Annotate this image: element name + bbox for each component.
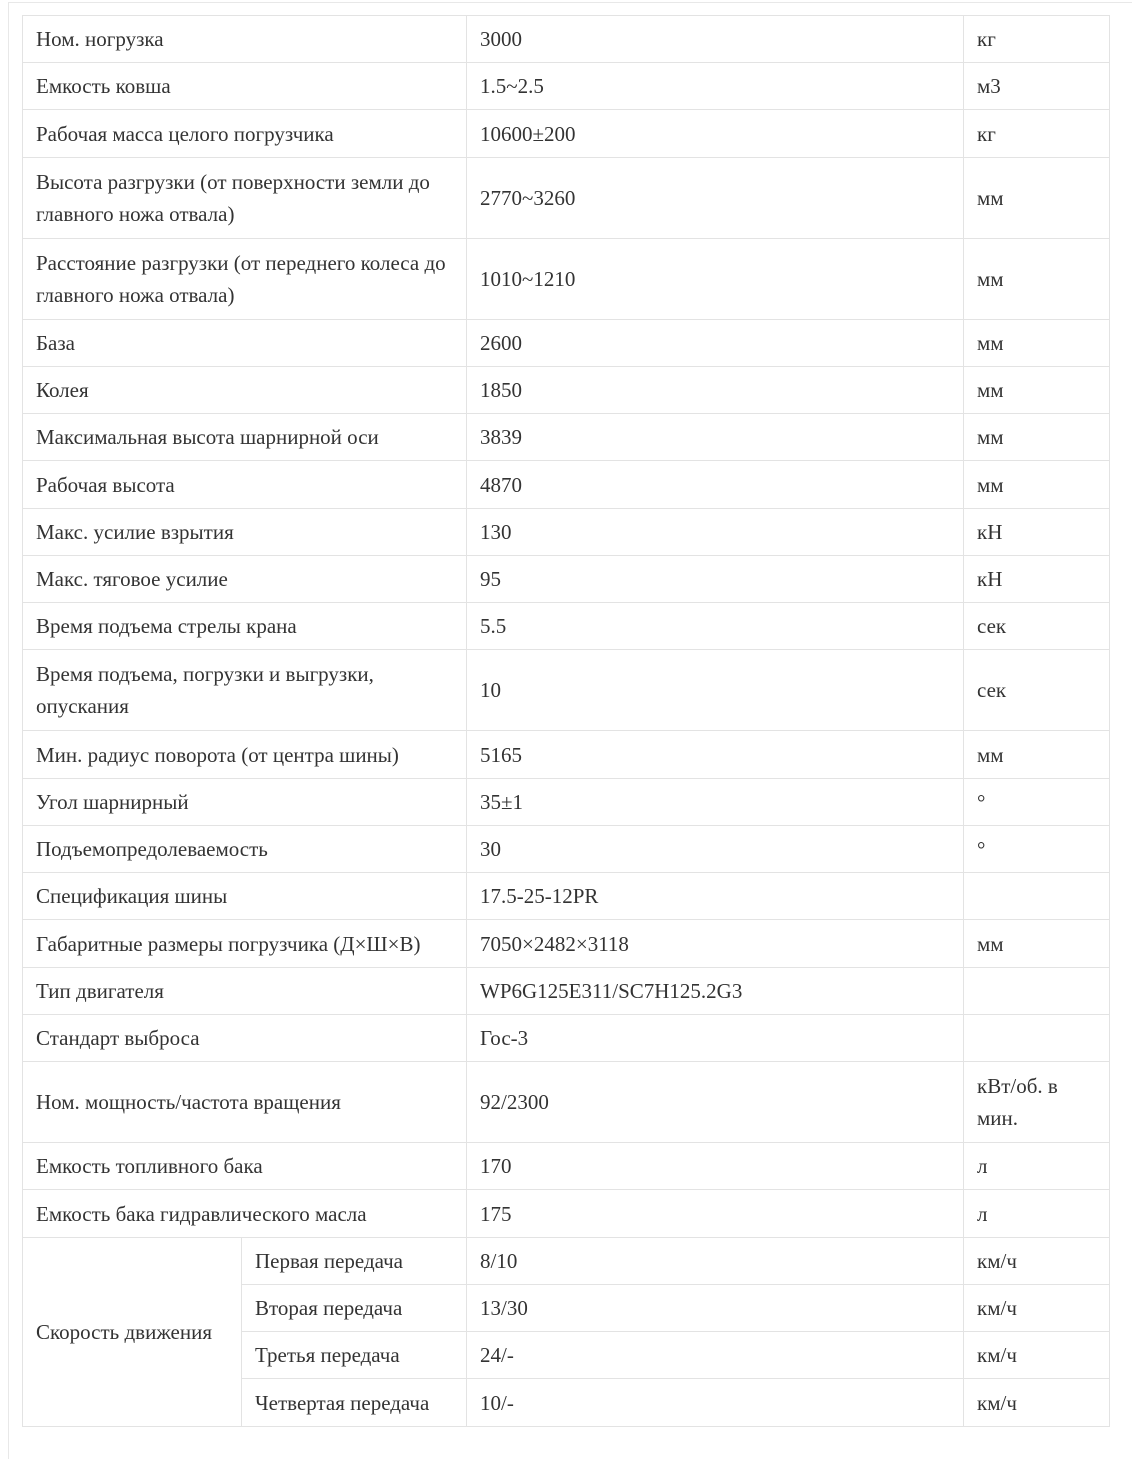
- value-cell: 1010~1210: [467, 239, 964, 320]
- param-cell: Тип двигателя: [23, 968, 467, 1015]
- unit-cell: кг: [964, 110, 1110, 158]
- table-row: [23, 63, 1110, 110]
- unit-cell: °: [964, 779, 1110, 826]
- param-cell: Рабочая масса целого погрузчика: [23, 110, 467, 158]
- param-cell: Время подъема, погрузки и выгрузки, опускания: [23, 650, 467, 731]
- spec-table: [22, 15, 1110, 1427]
- value-cell: 13/30: [467, 1285, 964, 1332]
- unit-cell: мм: [964, 158, 1110, 239]
- param-cell: Рабочая высота: [23, 461, 467, 509]
- param-cell: Угол шарнирный: [23, 779, 467, 826]
- unit-cell: м3: [964, 63, 1110, 110]
- value-cell: 10/-: [467, 1379, 964, 1427]
- value-cell: 2600: [467, 320, 964, 367]
- gear-name-cell: Первая передача: [242, 1238, 467, 1285]
- table-row: [23, 920, 1110, 968]
- table-row: [23, 1143, 1110, 1190]
- param-cell: Мин. радиус поворота (от центра шины): [23, 731, 467, 779]
- table-row: [23, 414, 1110, 461]
- param-cell: Стандарт выброса: [23, 1015, 467, 1062]
- value-cell: 95: [467, 556, 964, 603]
- unit-cell: мм: [964, 320, 1110, 367]
- gear-name-cell: Вторая передача: [242, 1285, 467, 1332]
- table-row: [23, 603, 1110, 650]
- unit-cell: [964, 1015, 1110, 1062]
- value-cell: 30: [467, 826, 964, 873]
- param-cell: Габаритные размеры погрузчика (Д×Ш×В): [23, 920, 467, 968]
- unit-cell: мм: [964, 239, 1110, 320]
- param-cell: Высота разгрузки (от поверхности земли до главного ножа отвала): [23, 158, 467, 239]
- table-row: [23, 461, 1110, 509]
- unit-cell: км/ч: [964, 1379, 1110, 1427]
- value-cell: 8/10: [467, 1238, 964, 1285]
- unit-cell: мм: [964, 920, 1110, 968]
- table-row: [23, 873, 1110, 920]
- gear-name-cell: Третья передача: [242, 1332, 467, 1379]
- unit-cell: л: [964, 1143, 1110, 1190]
- table-row: [23, 1190, 1110, 1238]
- value-cell: 5165: [467, 731, 964, 779]
- value-cell: 2770~3260: [467, 158, 964, 239]
- table-row: [23, 367, 1110, 414]
- param-cell: Расстояние разгрузки (от переднего колеса до главного ножа отвала): [23, 239, 467, 320]
- unit-cell: км/ч: [964, 1332, 1110, 1379]
- value-cell: 170: [467, 1143, 964, 1190]
- table-row: [23, 110, 1110, 158]
- value-cell: 10: [467, 650, 964, 731]
- table-row: [23, 1015, 1110, 1062]
- table-row: [23, 239, 1110, 320]
- value-cell: 5.5: [467, 603, 964, 650]
- unit-cell: кН: [964, 509, 1110, 556]
- param-cell: Время подъема стрелы крана: [23, 603, 467, 650]
- param-cell: Колея: [23, 367, 467, 414]
- speed-label-cell: Скорость движения: [23, 1238, 242, 1427]
- unit-cell: кВт/об. в мин.: [964, 1062, 1110, 1143]
- value-cell: WP6G125E311/SC7H125.2G3: [467, 968, 964, 1015]
- param-cell: Емкость топливного бака: [23, 1143, 467, 1190]
- table-row: [23, 16, 1110, 63]
- param-cell: Емкость бака гидравлического масла: [23, 1190, 467, 1238]
- table-row: [23, 1062, 1110, 1143]
- table-row: [23, 731, 1110, 779]
- param-cell: Макс. усилие взрытия: [23, 509, 467, 556]
- gear-name-cell: Четвертая передача: [242, 1379, 467, 1427]
- unit-cell: км/ч: [964, 1285, 1110, 1332]
- param-cell: База: [23, 320, 467, 367]
- table-row: [23, 320, 1110, 367]
- unit-cell: [964, 873, 1110, 920]
- unit-cell: мм: [964, 367, 1110, 414]
- table-row: [23, 556, 1110, 603]
- param-cell: Ном. ногрузка: [23, 16, 467, 63]
- unit-cell: сек: [964, 650, 1110, 731]
- table-row: [23, 509, 1110, 556]
- unit-cell: мм: [964, 731, 1110, 779]
- value-cell: 10600±200: [467, 110, 964, 158]
- value-cell: 1.5~2.5: [467, 63, 964, 110]
- unit-cell: кг: [964, 16, 1110, 63]
- value-cell: 3839: [467, 414, 964, 461]
- unit-cell: [964, 968, 1110, 1015]
- table-row: [23, 779, 1110, 826]
- unit-cell: кН: [964, 556, 1110, 603]
- value-cell: 35±1: [467, 779, 964, 826]
- value-cell: 1850: [467, 367, 964, 414]
- value-cell: Гос-3: [467, 1015, 964, 1062]
- param-cell: Подъемопредолеваемость: [23, 826, 467, 873]
- unit-cell: мм: [964, 461, 1110, 509]
- table-row: [23, 650, 1110, 731]
- value-cell: 175: [467, 1190, 964, 1238]
- table-row: [23, 826, 1110, 873]
- unit-cell: сек: [964, 603, 1110, 650]
- value-cell: 7050×2482×3118: [467, 920, 964, 968]
- unit-cell: л: [964, 1190, 1110, 1238]
- param-cell: Макс. тяговое усилие: [23, 556, 467, 603]
- param-cell: Емкость ковша: [23, 63, 467, 110]
- param-cell: Максимальная высота шарнирной оси: [23, 414, 467, 461]
- table-row: [23, 968, 1110, 1015]
- value-cell: 4870: [467, 461, 964, 509]
- param-cell: Спецификация шины: [23, 873, 467, 920]
- param-cell: Ном. мощность/частота вращения: [23, 1062, 467, 1143]
- value-cell: 3000: [467, 16, 964, 63]
- unit-cell: мм: [964, 414, 1110, 461]
- value-cell: 130: [467, 509, 964, 556]
- table-row: [23, 158, 1110, 239]
- unit-cell: км/ч: [964, 1238, 1110, 1285]
- value-cell: 92/2300: [467, 1062, 964, 1143]
- value-cell: 24/-: [467, 1332, 964, 1379]
- table-row: [23, 1238, 1110, 1285]
- value-cell: 17.5-25-12PR: [467, 873, 964, 920]
- unit-cell: °: [964, 826, 1110, 873]
